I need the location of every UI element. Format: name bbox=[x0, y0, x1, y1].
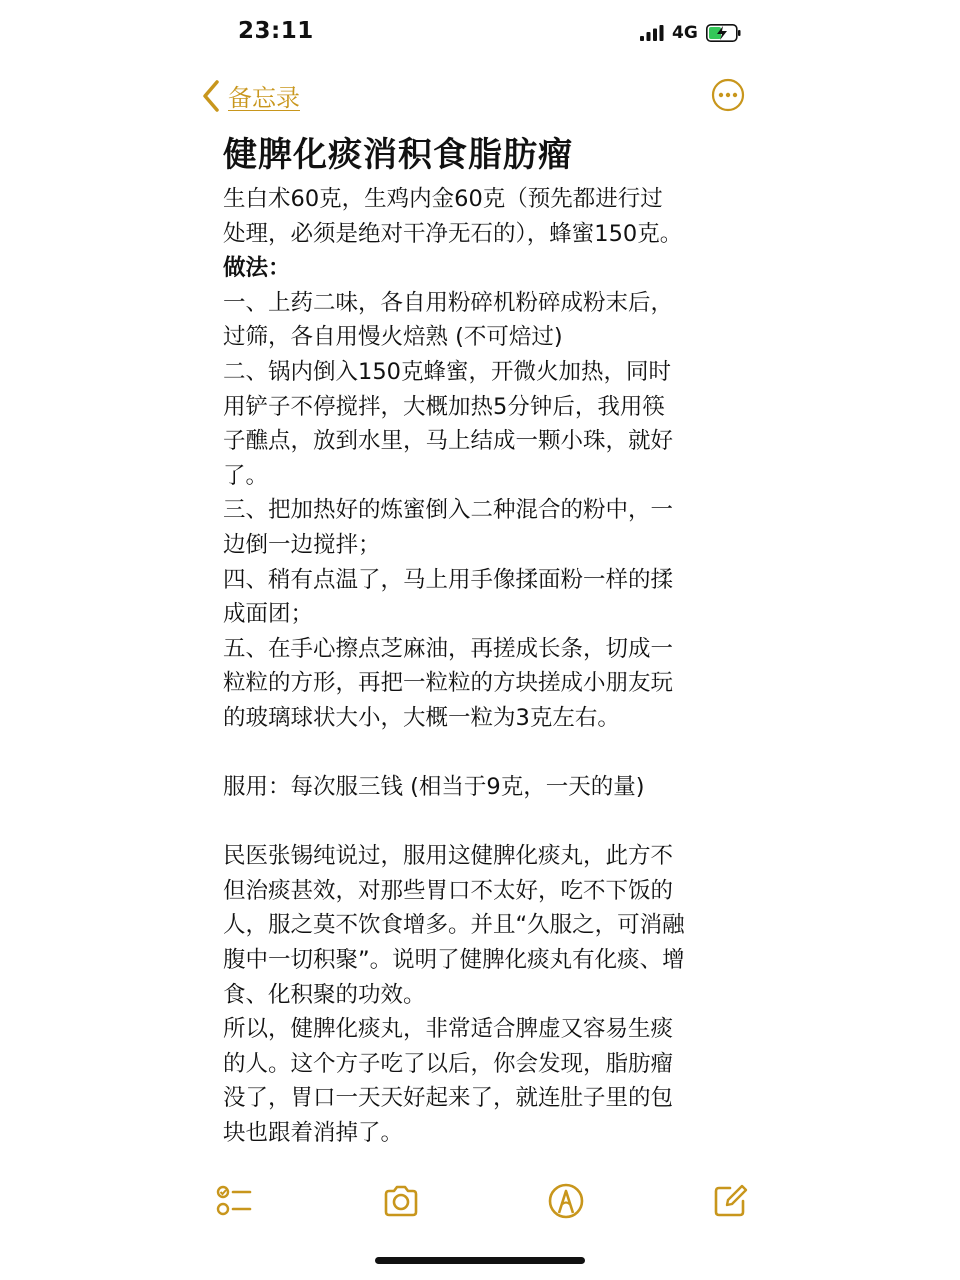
note-line: 一、上药二味，各自用粉碎机粉碎成粉末后， bbox=[223, 289, 674, 316]
signal-bars-icon bbox=[640, 25, 664, 41]
note-line: 用铲子不停搅拌，大概加热5分钟后，我用筷 bbox=[223, 393, 665, 420]
note-line: 的玻璃球状大小，大概一粒为3克左右。 bbox=[223, 704, 620, 731]
note-line: 所以，健脾化痰丸，非常适合脾虚又容易生痰 bbox=[223, 1016, 674, 1043]
note-line: 但治痰甚效，对那些胃口不太好，吃不下饭的 bbox=[223, 877, 674, 904]
compose-icon[interactable] bbox=[710, 1181, 750, 1221]
back-button[interactable] bbox=[200, 78, 300, 113]
note-line: 人，服之莫不饮食增多。并且“久服之，可消融 bbox=[223, 912, 685, 939]
status-bar bbox=[0, 0, 960, 64]
blank-line bbox=[223, 736, 743, 771]
note-line: 子醮点，放到水里，马上结成一颗小珠，就好 bbox=[223, 428, 674, 455]
battery-charging-icon bbox=[706, 24, 742, 42]
note-line: 处理，必须是绝对干净无石的），蜂蜜150克。 bbox=[223, 220, 683, 247]
status-time: 23:11 bbox=[238, 18, 314, 44]
note-line: 粒粒的方形，再把一粒粒的方块搓成小朋友玩 bbox=[223, 670, 674, 697]
note-line: 腹中一切积聚”。说明了健脾化痰丸有化痰、增 bbox=[223, 947, 685, 974]
note-line: 三、把加热好的炼蜜倒入二种混合的粉中，一 bbox=[223, 497, 674, 524]
note-body bbox=[223, 182, 743, 1151]
back-label: 备忘录 bbox=[228, 84, 300, 112]
note-line: 成面团； bbox=[223, 601, 314, 628]
checklist-icon[interactable] bbox=[214, 1181, 254, 1221]
note-line: 服用：每次服三钱 (相当于9克，一天的量) bbox=[223, 774, 645, 801]
method-heading: 做法： bbox=[223, 255, 291, 282]
note-content[interactable] bbox=[223, 130, 743, 1151]
blank-line bbox=[223, 805, 743, 840]
note-line: 过筛，各自用慢火焙熟 (不可焙过) bbox=[223, 324, 563, 351]
note-line: 二、锅内倒入150克蜂蜜，开微火加热，同时 bbox=[223, 358, 671, 385]
note-line: 的人。这个方子吃了以后，你会发现，脂肪瘤 bbox=[223, 1050, 674, 1077]
chevron-left-icon bbox=[200, 79, 222, 113]
note-line: 没了，胃口一天天好起来了，就连肚子里的包 bbox=[223, 1085, 674, 1112]
ellipsis-circle-icon[interactable] bbox=[711, 78, 745, 112]
note-line: 生白术60克，生鸡内金60克（预先都进行过 bbox=[223, 186, 663, 212]
note-line: 了。 bbox=[223, 462, 269, 489]
note-line: 四、稍有点温了，马上用手像揉面粉一样的揉 bbox=[223, 566, 674, 593]
network-type: 4G bbox=[672, 23, 698, 43]
note-line: 民医张锡纯说过，服用这健脾化痰丸，此方不 bbox=[223, 843, 674, 870]
note-line: 边倒一边搅拌； bbox=[223, 531, 381, 558]
camera-icon[interactable] bbox=[381, 1181, 421, 1221]
home-indicator bbox=[375, 1257, 585, 1264]
markup-pen-icon[interactable] bbox=[546, 1181, 586, 1221]
note-line: 五、在手心擦点芝麻油，再搓成长条，切成一 bbox=[223, 635, 674, 662]
nav-bar bbox=[0, 72, 960, 122]
note-title: 健脾化痰消积食脂肪瘤 bbox=[223, 135, 573, 175]
status-indicators bbox=[640, 20, 742, 46]
note-line: 食、化积聚的功效。 bbox=[223, 981, 426, 1008]
bottom-toolbar bbox=[0, 1175, 960, 1225]
note-line: 块也跟着消掉了。 bbox=[223, 1120, 404, 1147]
